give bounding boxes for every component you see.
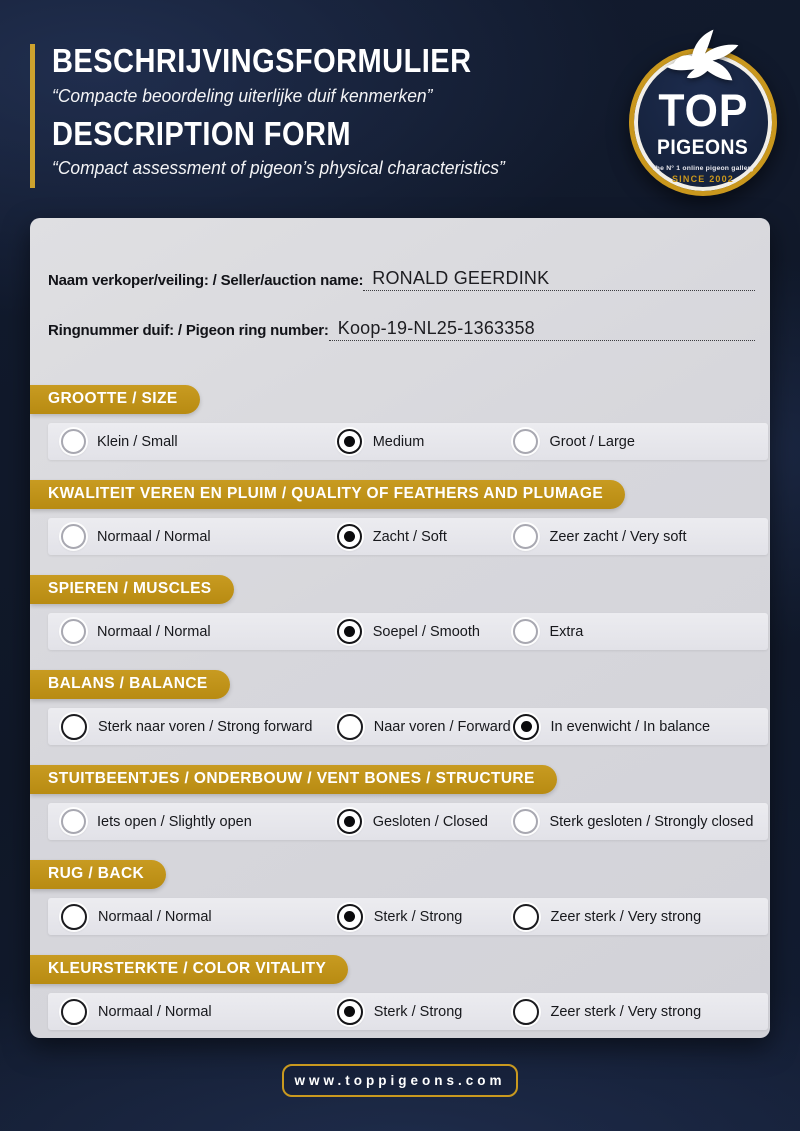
form-section — [30, 955, 770, 1030]
radio-option[interactable] — [61, 714, 337, 740]
radio-option[interactable] — [513, 809, 768, 834]
option-label: Normaal / Normal — [97, 623, 211, 640]
option-label: Soepel / Smooth — [372, 623, 480, 640]
section-title-badge: STUITBEENTJES / ONDERBOUW / VENT BONES / STRUCTURE — [30, 765, 557, 794]
option-label: Iets open / Slightly open — [97, 813, 252, 830]
seller-name-value: RONALD GEERDINK — [372, 268, 550, 288]
options-row — [48, 993, 768, 1030]
radio-option[interactable] — [513, 524, 768, 549]
section-title-badge: KWALITEIT VEREN EN PLUIM / QUALITY OF FEATHERS AND PLUMAGE — [30, 480, 625, 509]
radio-unchecked-icon[interactable] — [61, 429, 86, 454]
radio-option[interactable] — [513, 619, 768, 644]
options-row — [48, 708, 768, 745]
radio-unchecked-icon[interactable] — [61, 619, 86, 644]
option-label: Zeer sterk / Very strong — [550, 1003, 702, 1020]
radio-unchecked-icon[interactable] — [61, 524, 86, 549]
option-label: Zacht / Soft — [372, 528, 447, 545]
option-label: Normaal / Normal — [98, 908, 212, 925]
radio-option[interactable] — [337, 429, 514, 454]
options-row — [48, 803, 768, 840]
form-section — [30, 765, 770, 840]
radio-checked-icon[interactable] — [337, 429, 362, 454]
form-section — [30, 480, 770, 555]
radio-option[interactable] — [61, 619, 337, 644]
seller-name-input[interactable] — [363, 261, 755, 291]
option-label: Sterk naar voren / Strong forward — [98, 718, 313, 735]
radio-checked-icon[interactable] — [337, 999, 363, 1025]
radio-option[interactable] — [61, 904, 337, 930]
radio-option[interactable] — [337, 619, 514, 644]
logo-word-pigeons: PIGEONS — [657, 135, 749, 159]
options-row — [48, 518, 768, 555]
radio-checked-icon[interactable] — [513, 714, 539, 740]
option-label: In evenwicht / In balance — [550, 718, 711, 735]
radio-option[interactable] — [513, 904, 768, 930]
title-english: DESCRIPTION FORM — [52, 114, 352, 152]
radio-unchecked-icon[interactable] — [513, 619, 538, 644]
website-url: www.toppigeons.com — [294, 1073, 506, 1088]
logo-since: SINCE 2002 — [671, 173, 735, 184]
option-label: Sterk / Strong — [373, 1003, 463, 1020]
ring-number-input[interactable] — [329, 311, 755, 341]
radio-unchecked-icon[interactable] — [61, 999, 87, 1025]
radio-option[interactable] — [61, 524, 337, 549]
radio-unchecked-icon[interactable] — [337, 714, 363, 740]
section-title-badge: BALANS / BALANCE — [30, 670, 230, 699]
logo-tagline: The N° 1 online pigeon gallery — [651, 164, 755, 172]
radio-checked-icon[interactable] — [337, 809, 362, 834]
ring-number-label: Ringnummer duif: / Pigeon ring number: — [48, 322, 329, 339]
radio-checked-icon[interactable] — [337, 904, 363, 930]
option-label: Zeer zacht / Very soft — [549, 528, 687, 545]
seller-name-field — [48, 262, 755, 291]
radio-unchecked-icon[interactable] — [513, 809, 538, 834]
radio-option[interactable] — [337, 524, 514, 549]
ring-number-field — [48, 312, 755, 341]
option-label: Medium — [372, 433, 425, 450]
option-label: Normaal / Normal — [98, 1003, 212, 1020]
subtitle-dutch: “Compacte beoordeling uiterlijke duif kenmerken” — [52, 85, 433, 106]
option-label: Extra — [549, 623, 584, 640]
radio-unchecked-icon[interactable] — [513, 999, 539, 1025]
option-label: Klein / Small — [97, 433, 178, 450]
form-section — [30, 575, 770, 650]
option-label: Sterk / Strong — [373, 908, 463, 925]
radio-option[interactable] — [61, 429, 337, 454]
radio-option[interactable] — [337, 714, 514, 740]
form-section — [30, 385, 770, 460]
header — [30, 44, 529, 188]
subtitle-english: “Compact assessment of pigeon’s physical characteristics” — [52, 158, 505, 179]
options-row — [48, 613, 768, 650]
radio-option[interactable] — [61, 999, 337, 1025]
top-pigeons-logo — [624, 30, 784, 200]
fields — [30, 218, 770, 341]
radio-option[interactable] — [337, 809, 514, 834]
radio-option[interactable] — [513, 714, 768, 740]
section-title-badge: KLEURSTERKTE / COLOR VITALITY — [30, 955, 348, 984]
seller-name-label: Naam verkoper/veiling: / Seller/auction name: — [48, 272, 364, 289]
section-title-badge: RUG / BACK — [30, 860, 166, 889]
title-dutch: BESCHRIJVINGSFORMULIER — [52, 42, 472, 79]
option-label: Normaal / Normal — [97, 528, 211, 545]
radio-option[interactable] — [61, 809, 337, 834]
sections — [30, 362, 770, 1030]
radio-unchecked-icon[interactable] — [513, 429, 538, 454]
option-label: Naar voren / Forward — [373, 718, 511, 735]
options-row — [48, 423, 768, 460]
section-title-badge: GROOTTE / SIZE — [30, 385, 200, 414]
form-card — [30, 218, 770, 1038]
option-label: Groot / Large — [549, 433, 635, 450]
options-row — [48, 898, 768, 935]
radio-unchecked-icon[interactable] — [513, 524, 538, 549]
radio-unchecked-icon[interactable] — [61, 904, 87, 930]
form-section — [30, 670, 770, 745]
option-label: Sterk gesloten / Strongly closed — [549, 813, 754, 830]
radio-option[interactable] — [337, 904, 514, 930]
radio-option[interactable] — [513, 999, 768, 1025]
radio-unchecked-icon[interactable] — [61, 809, 86, 834]
dove-icon — [659, 26, 745, 90]
website-button[interactable] — [282, 1064, 518, 1097]
logo-word-top: TOP — [658, 85, 748, 136]
radio-unchecked-icon[interactable] — [61, 714, 87, 740]
radio-checked-icon[interactable] — [337, 619, 362, 644]
ring-number-value: Koop-19-NL25-1363358 — [337, 318, 535, 338]
section-title-badge: SPIEREN / MUSCLES — [30, 575, 234, 604]
radio-unchecked-icon[interactable] — [513, 904, 539, 930]
radio-checked-icon[interactable] — [337, 524, 362, 549]
radio-option[interactable] — [337, 999, 514, 1025]
option-label: Zeer sterk / Very strong — [550, 908, 702, 925]
option-label: Gesloten / Closed — [372, 813, 488, 830]
form-section — [30, 860, 770, 935]
radio-option[interactable] — [513, 429, 768, 454]
